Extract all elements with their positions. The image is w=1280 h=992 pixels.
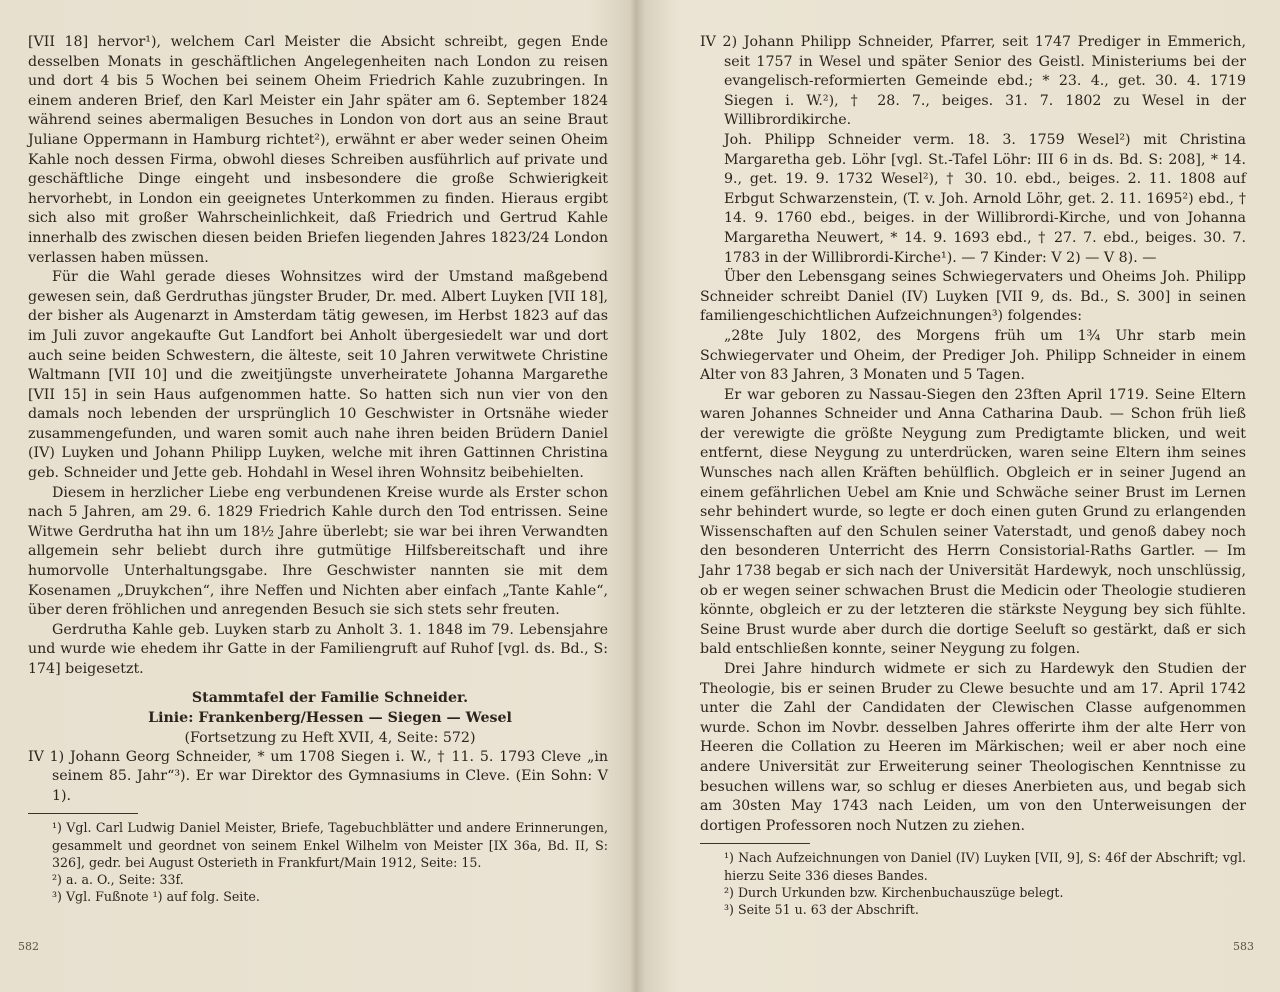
left-body-text — [28, 33, 608, 806]
right-paragraph-quote-3: Drei Jahre hindurch widmete er sich zu Hardewyk den Studien der Theologie, bis er seinen Bruder zu Clewe besuchte und am 17. April 1742 unter die Zahl der Candidaten der Clewischen Classe aufgenommen wurde. Schon im Novbr. desselben Jahres offerirte ihm der alte Herr von Heeren die Collation zu Heeren im Märkischen; weil er aber noch eine andere Universität zur Erweiterung seiner Theologischen Kenntnisse zu besuchen willens war, so schlug er dieses Anerbieten aus, und begab sich am 30sten May 1743 nach Leiden, um von den Unterweisungen der dortigen Professoren noch Nutzen zu ziehen. — [700, 661, 1246, 834]
left-footnote-2: ²) a. a. O., Seite: 33f. — [52, 871, 184, 887]
left-paragraph-4: Gerdrutha Kahle geb. Luyken starb zu Anholt 3. 1. 1848 im 79. Lebensjahre und wurde wie ehedem ihr Gatte in der Familiengruft auf Ruhof [vgl. ds. Bd., S: 174] beigesetzt. — [28, 621, 608, 677]
right-page — [640, 0, 1280, 992]
page-number-right: 583 — [1233, 940, 1254, 953]
left-footnote-3: ³) Vgl. Fußnote ¹) auf folg. Seite. — [52, 889, 260, 905]
right-footnote-1: ¹) Nach Aufzeichnungen von Daniel (IV) Luyken [VII, 9], S: 46f der Abschrift; vgl. hierzu Seite 336 dieses Bandes. — [724, 850, 1246, 883]
footnote-divider — [700, 843, 810, 844]
spacer — [28, 680, 608, 688]
footnote-divider — [28, 813, 138, 814]
left-paragraph-1: [VII 18] hervor¹), welchem Carl Meister die Absicht schreibt, gegen Ende desselben Monats in geschäftlichen Angelegenheiten nach London zu reisen und dort 4 bis 5 Wochen bei seinem Oheim Friedrich Kahle zuzubringen. In einem anderen Brief, den Karl Meister ein Jahr später am 6. September 1824 während seines abermaligen Besuches in London von dort aus an seine Braut Juliane Oppermann in Hamburg richtet²), erwähnt er aber weder seinen Oheim Kahle noch dessen Firma, obwohl dieses Schreiben ausführlich auf private und geschäftliche Dinge eingeht und insbesondere die große Schwierigkeit hervorhebt, in London ein geeignetes Unterkommen zu finden. Hieraus ergibt sich also mit großer Wahrscheinlichkeit, daß Friedrich und Gertrud Kahle innerhalb des zwischen diesen beiden Briefen liegenden Jahres 1823/24 London verlassen haben müssen. — [28, 34, 608, 266]
right-paragraph-marriage: Joh. Philipp Schneider verm. 18. 3. 1759 Wesel²) mit Christina Margaretha geb. Löhr [vgl. St.-Tafel Löhr: III 6 in ds. Bd. S: 208], * 14. 9., get. 19. 9. 1732 Wesel²), † 30. 10. ebd., beiges. 2. 11. 1808 auf Erbgut Schwarzenstein, (T. v. Joh. Arnold Löhr, get. 2. 11. 1695²) ebd., † 14. 9. 1760 ebd., beiges. in der Willibrordi-Kirche, und von Johanna Margaretha Neuwert, * 14. 9. 1693 ebd., † 27. 7. ebd., beiges. 30. 7. 1783 in der Willibrordi-Kirche¹). — 7 Kinder: V 2) — V 8). — — [724, 131, 1246, 266]
left-page — [0, 0, 636, 992]
section-heading: Stammtafel der Familie Schneider. — [191, 689, 469, 706]
left-paragraph-2: Für die Wahl gerade dieses Wohnsitzes wird der Umstand maßgebend gewesen sein, daß Gerdruthas jüngster Bruder, Dr. med. Albert Luyken [VII 18], der bisher als Augenarzt in Amsterdam tätig gewesen, im Herbst 1823 auf das im Juli zuvor angekaufte Gut Landfort bei Anholt übergesiedelt war und dort auch seine beiden Schwestern, die älteste, seit 10 Jahren verwitwete Christine Waltmann [VII 10] und die zweitjüngste unverheiratete Johanna Margarethe [VII 15] in sein Haus aufgenommen hatte. So hatten sich nun vier von den damals noch lebenden der ursprünglich 10 Geschwister in Ortsnähe wieder zusammengefunden, und waren somit auch nahe ihren beiden Brüdern Daniel (IV) Luyken und Johann Philipp Luyken, welche mit ihren Gattinnen Christina geb. Schneider und Jette geb. Hohdahl in Wesel ihren Wohnsitz beibehielten. — [28, 269, 608, 482]
right-footnote-3: ³) Seite 51 u. 63 der Abschrift. — [724, 901, 919, 917]
page-number-left: 582 — [18, 940, 39, 953]
continuation-note: (Fortsetzung zu Heft XVII, 4, Seite: 572) — [184, 729, 476, 746]
genealogy-entry-iv-1: IV 1) Johann Georg Schneider, * um 1708 Siegen i. W., † 11. 5. 1793 Cleve „in seinem 85. Jahr“³). Er war Direktor des Gymnasiums in Cleve. (Ein Sohn: V 1). — [28, 748, 608, 804]
right-paragraph-intro: Über den Lebensgang seines Schwiegervaters und Oheims Joh. Philipp Schneider schreibt Daniel (IV) Luyken [VII 9, ds. Bd., S. 300] in seinen familiengeschichtlichen Aufzeichnungen³) folgendes: — [700, 269, 1246, 325]
genealogy-entry-iv-2: IV 2) Johann Philipp Schneider, Pfarrer, seit 1747 Prediger in Emmerich, seit 1757 in Wesel und später Senior des Geistl. Ministeriums bei der evangelisch-reformierten Gemeinde ebd.; * 23. 4., get. 30. 4. 1719 Siegen i. W.²), † 28. 7., beiges. 31. 7. 1802 zu Wesel in der Willibrordikirche. — [700, 34, 1246, 129]
right-paragraph-quote-1: „28te July 1802, des Morgens früh um 1¾ Uhr starb mein Schwiegervater und Oheim, der Prediger Joh. Philipp Schneider in einem Alter von 83 Jahren, 3 Monaten und 5 Tagen. — [700, 327, 1246, 384]
left-paragraph-3: Diesem in herzlicher Liebe eng verbundenen Kreise wurde als Erster schon nach 5 Jahren, am 29. 6. 1829 Friedrich Kahle durch den Tod entrissen. Seine Witwe Gerdrutha hat ihn um 18½ Jahre überlebt; sie war bei ihren Verwandten allgemein sehr beliebt durch ihre gutmütige Hilfsbereitschaft und ihre humorvolle Unterhaltungsgabe. Ihre Geschwister nannten sie mit dem Kosenamen „Druykchen“, ihre Neffen und Nichten aber einfach „Tante Kahle“, über deren fröhlichen und anregenden Besuch sie sich stets sehr freuten. — [28, 484, 608, 619]
left-footnote-1: ¹) Vgl. Carl Ludwig Daniel Meister, Briefe, Tagebuchblätter und andere Erinnerungen, gesammelt und geordnet von seinem Enkel Wilhelm von Meister [IX 36a, Bd. II, S: 326], gedr. bei August Osterieth in Frankfurt/Main 1912, Seite: 15. — [52, 820, 608, 870]
right-body-text — [700, 33, 1246, 836]
right-paragraph-quote-2: Er war geboren zu Nassau-Siegen den 23ften April 1719. Seine Eltern waren Johannes Schneider und Anna Catharina Daub. — Schon früh ließ der verewigte die größte Neygung zum Predigtamte blicken, und weit entfernt, diese Neygung zu unterdrücken, waren seine Eltern ihm seines Wunsches nach allen Kräften behülflich. Obgleich er in seiner Jugend an einem gefährlichen Uebel am Knie und Schwäche seiner Brust im Lernen sehr behindert wurde, so legte er doch einen guten Grund zu erlangenden Wissenschaften auf den Schulen seiner Vaterstadt, und genoß dabey noch den besonderen Unterricht des Herrn Consistorial-Raths Gartler. — Im Jahr 1738 begab er sich nach der Universität Hardewyk, noch unschlüssig, ob er wegen seiner schwachen Brust die Medicin oder Theologie studieren könnte, obgleich er zu der letzteren die stärkste Neygung bey sich fühlte. Seine Brust wurde aber durch die dortige Seeluft so gestärkt, daß er sich bald entschließen konnte, seiner Neygung zu folgen. — [700, 386, 1246, 658]
right-footnotes — [700, 849, 1246, 918]
section-subheading: Linie: Frankenberg/Hessen — Siegen — Wesel — [148, 709, 512, 726]
left-footnotes — [28, 819, 608, 905]
right-footnote-2: ²) Durch Urkunden bzw. Kirchenbuchauszüge belegt. — [724, 884, 1064, 900]
